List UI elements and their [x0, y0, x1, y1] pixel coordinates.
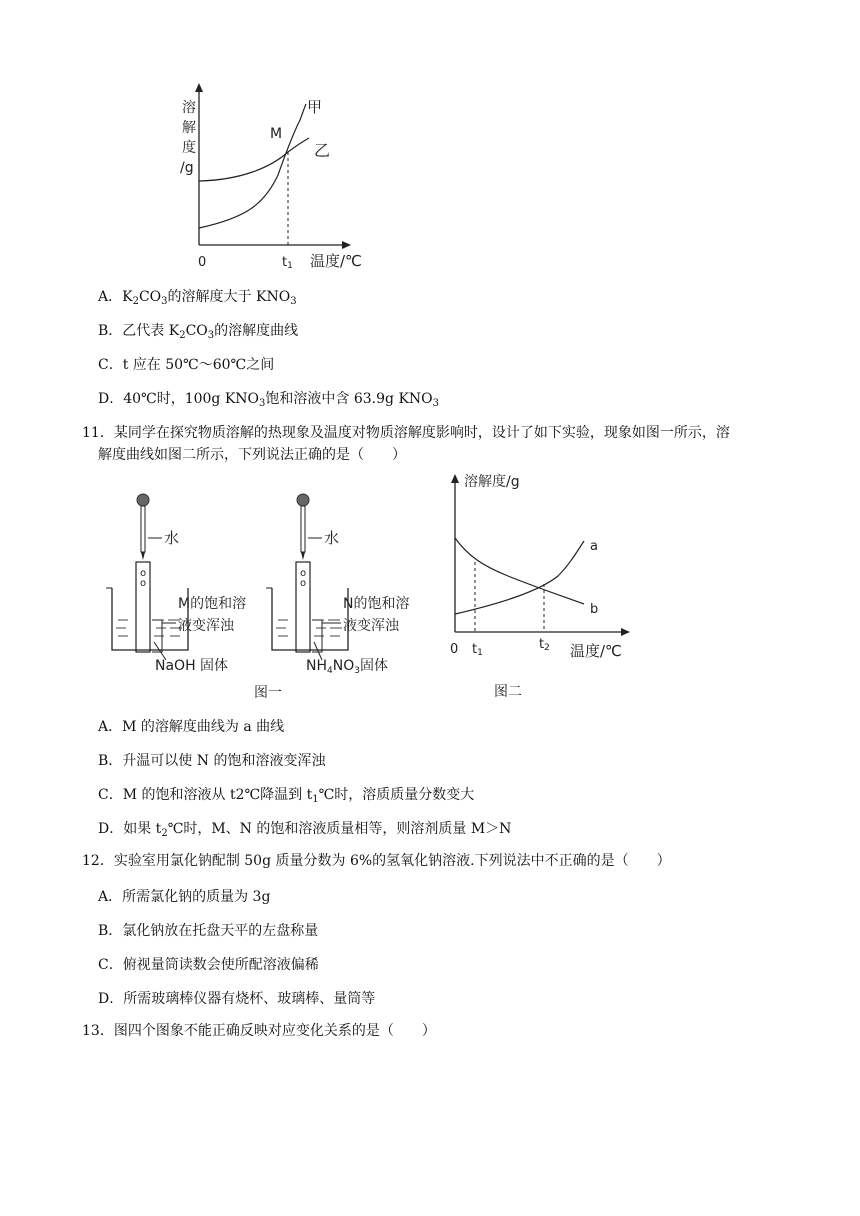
- curve-jia: [199, 104, 306, 228]
- q13-stem: 13．图四个图象不能正确反映对应变化关系的是（ ）: [82, 1023, 436, 1039]
- figure-two-chart: [438, 466, 638, 706]
- origin-label: 0: [198, 255, 207, 270]
- right-dropper-bulb: [297, 494, 309, 506]
- right-note-2: 液变浑浊: [343, 618, 399, 634]
- curve-a: [455, 541, 584, 614]
- figure-two-caption: 图二: [494, 684, 522, 700]
- q11-line1: 某同学在探究物质溶解的热现象及温度对物质溶解度影响时，设计了如下实验，现象如图一所示，溶: [113, 425, 730, 441]
- curve-b-label: b: [590, 602, 599, 617]
- svg-text:ο: ο: [300, 578, 307, 589]
- right-water-label: 水: [324, 529, 340, 547]
- y-label-3: 度: [182, 140, 196, 156]
- figure-one-caption: 图一: [254, 685, 282, 701]
- q10-option-d: D．40℃时，100g $KNO_3$饱和溶液中含 63.9g $KNO_3$: [98, 391, 440, 409]
- q10-option-a: A．$K_2CO_3$的溶解度大于 $KNO_3$: [98, 289, 297, 307]
- q12-stem: 12．实验室用氯化钠配制 50g 质量分数为 6%的氢氧化钠溶液.下列说法中不正确的是（ ）: [82, 853, 671, 869]
- q11-option-a: A．M 的溶解度曲线为 a 曲线: [98, 719, 285, 735]
- fig2-x-label: 温度/℃: [570, 642, 622, 660]
- y-label-2: 解: [182, 120, 196, 136]
- left-note-1: M的饱和溶: [178, 596, 247, 612]
- q12-option-d: D．所需玻璃棒仪器有烧杯、玻璃棒、量筒等: [98, 991, 376, 1007]
- right-solid-label: $NH_4NO_3$固体: [306, 658, 388, 676]
- left-apparatus: [106, 494, 246, 674]
- fig2-y-label: 溶解度/g: [464, 474, 520, 490]
- left-dropper-bulb: [137, 494, 149, 506]
- curve-a-label: a: [590, 539, 598, 554]
- q12-option-b: B．氯化钠放在托盘天平的左盘称量: [98, 923, 319, 939]
- svg-text:ο: ο: [140, 578, 147, 589]
- left-water-label: 水: [164, 529, 180, 547]
- q12-option-c: C．俯视量筒读数会使所配溶液偏稀: [98, 957, 319, 973]
- q11-option-c: C．M 的饱和溶液从 t2℃降温到 $t_1℃$时，溶质质量分数变大: [98, 787, 475, 805]
- solubility-chart-top: [160, 80, 380, 275]
- left-dropper-tube: [141, 506, 145, 552]
- fig2-t1: t1: [472, 642, 483, 658]
- fig2-t2: t2: [539, 637, 550, 653]
- q11-line2: 解度曲线如图二所示，下列说法正确的是（ ）: [98, 447, 406, 463]
- q11-option-d: D．如果 $t_2℃$时，M、N 的饱和溶液质量相等，则溶剂质量 M＞N: [98, 821, 512, 839]
- q10-option-c: C．t 应在 50℃～60℃之间: [98, 357, 275, 373]
- x-axis-arrow: [342, 241, 351, 249]
- svg-text:ο: ο: [140, 568, 147, 579]
- right-note-1: N的饱和溶: [343, 596, 410, 612]
- q12-option-a: A．所需氯化钠的质量为 3g: [98, 889, 271, 905]
- curve-jia-label: 甲: [307, 98, 323, 116]
- point-m-label: M: [270, 126, 283, 142]
- right-apparatus: [266, 494, 409, 676]
- curve-b: [455, 538, 584, 604]
- figure-one: [100, 480, 460, 705]
- t1-label: t1: [282, 255, 293, 271]
- q11-stem: [82, 422, 782, 466]
- q10-option-b: B．乙代表 $K_2CO_3$的溶解度曲线: [98, 323, 299, 341]
- y-label-1: 溶: [182, 100, 196, 116]
- svg-text:ο: ο: [300, 568, 307, 579]
- left-solid-label: NaOH 固体: [155, 658, 229, 674]
- y-axis-arrow: [195, 83, 203, 92]
- y-label-4: /g: [180, 160, 194, 176]
- left-note-2: 液变浑浊: [178, 618, 234, 634]
- q11-number: 11．: [82, 425, 114, 441]
- curve-yi-label: 乙: [314, 141, 331, 160]
- right-dropper-tube: [301, 506, 305, 552]
- x-axis-label: 温度/℃: [310, 252, 362, 270]
- fig2-origin: 0: [450, 642, 459, 657]
- curve-yi: [199, 138, 309, 181]
- q11-option-b: B．升温可以使 N 的饱和溶液变浑浊: [98, 753, 326, 769]
